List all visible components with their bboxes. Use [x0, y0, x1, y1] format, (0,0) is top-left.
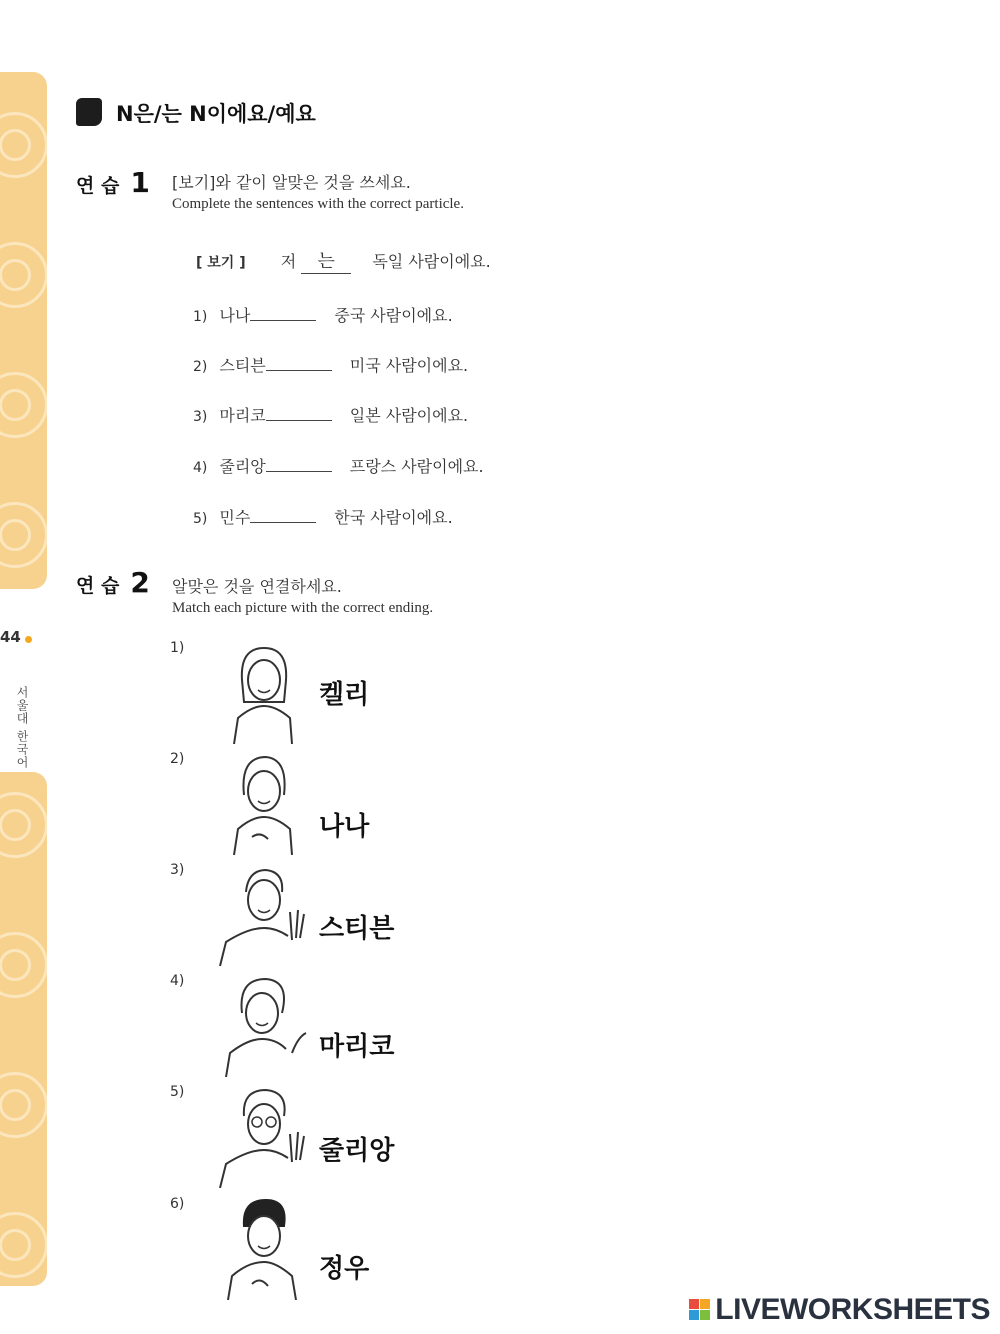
exercise2-label: 연 습: [76, 575, 120, 597]
name-option[interactable]: 정우: [319, 1254, 370, 1284]
item-number: 1): [193, 309, 208, 325]
item-subject: 스티븐: [219, 356, 266, 375]
item-predicate: 미국 사람이에요.: [349, 356, 469, 375]
answer-blank[interactable]: [266, 457, 332, 472]
name-option[interactable]: 마리코: [319, 1032, 395, 1062]
answer-blank[interactable]: [266, 406, 332, 421]
exercise1-heading: [76, 166, 150, 199]
name-option[interactable]: 줄리앙: [319, 1136, 395, 1166]
picture-number: 1): [170, 640, 185, 656]
item-subject: 마리코: [219, 406, 266, 425]
item-number: 2): [193, 359, 208, 375]
exercise1-item: [193, 505, 453, 528]
name-option[interactable]: 나나: [319, 812, 370, 842]
liveworksheets-logo: [689, 1293, 990, 1327]
page-number: 44: [0, 628, 21, 646]
answer-blank[interactable]: [250, 306, 316, 321]
exercise2-heading: [76, 566, 150, 599]
person-illustration: [212, 1084, 312, 1188]
exercise1-item: [193, 353, 468, 376]
decorative-side-strip-bottom: [0, 772, 47, 1286]
answer-blank[interactable]: [250, 508, 316, 523]
item-subject: 줄리앙: [219, 457, 266, 476]
exercise1-item: [193, 403, 468, 426]
example-tag: [ 보기 ]: [196, 255, 246, 271]
item-predicate: 프랑스 사람이에요.: [349, 457, 484, 476]
exercise2-number: 2: [130, 566, 150, 599]
item-number: 3): [193, 409, 208, 425]
decorative-side-strip-top: [0, 72, 47, 589]
exercise1-item: [193, 454, 484, 477]
person-illustration: [212, 973, 312, 1077]
example-predicate: 독일 사람이에요.: [372, 252, 491, 271]
section-icon: [76, 98, 102, 126]
item-predicate: 한국 사람이에요.: [334, 508, 453, 527]
exercise1-instruction-ko: [보기]와 같이 알맞은 것을 쓰세요.: [172, 173, 411, 192]
name-option[interactable]: 스티븐: [319, 914, 395, 944]
book-title: 서울대 한국어: [15, 686, 29, 769]
logo-text: LIVEWORKSHEETS: [715, 1293, 990, 1326]
picture-number: 2): [170, 751, 185, 767]
exercise1-label: 연 습: [76, 175, 120, 197]
picture-number: 6): [170, 1196, 185, 1212]
person-illustration: [212, 751, 312, 855]
item-number: 4): [193, 460, 208, 476]
exercise1-instruction-en: Complete the sentences with the correct particle.: [172, 196, 464, 212]
person-illustration: [212, 862, 312, 966]
answer-blank[interactable]: [266, 356, 332, 371]
item-number: 5): [193, 511, 208, 527]
exercise2-instruction-en: Match each picture with the correct ending.: [172, 600, 434, 616]
item-subject: 나나: [219, 306, 251, 325]
logo-icon: [689, 1299, 711, 1321]
picture-number: 5): [170, 1084, 185, 1100]
item-predicate: 일본 사람이에요.: [349, 406, 469, 425]
picture-number: 4): [170, 973, 185, 989]
person-illustration: [212, 640, 312, 744]
person-illustration: [212, 1196, 312, 1300]
example-sentence: [196, 247, 491, 274]
example-answer: 는: [301, 247, 351, 274]
item-predicate: 중국 사람이에요.: [334, 306, 453, 325]
exercise1-number: 1: [130, 166, 150, 199]
example-subject: 저: [280, 252, 297, 271]
picture-number: 3): [170, 862, 185, 878]
exercise1-item: [193, 303, 453, 326]
name-option[interactable]: 켈리: [319, 680, 370, 710]
page-dot: [25, 636, 32, 643]
exercise2-instruction-ko: 알맞은 것을 연결하세요.: [172, 577, 342, 596]
page-title: N은/는 N이에요/예요: [116, 102, 316, 126]
item-subject: 민수: [219, 508, 251, 527]
